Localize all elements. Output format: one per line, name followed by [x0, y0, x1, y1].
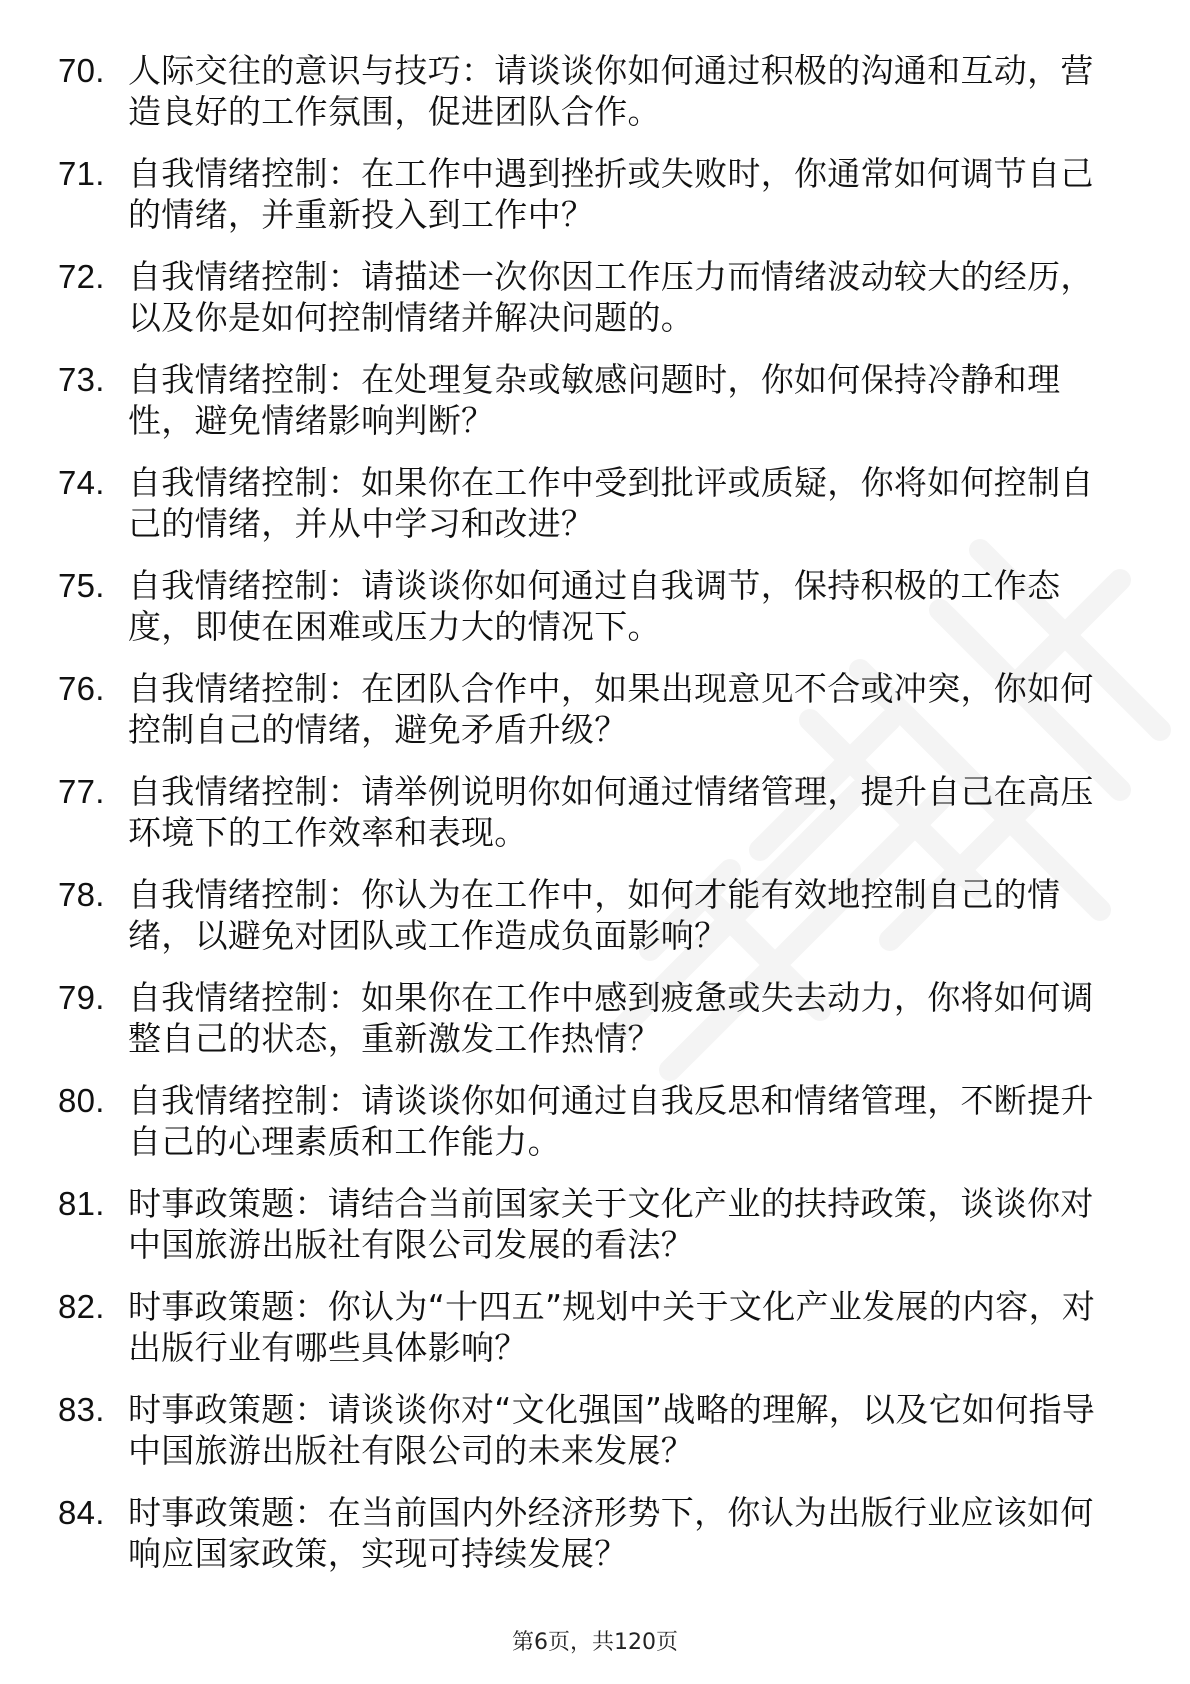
list-item: [58, 153, 1118, 235]
question-number: 82.: [58, 1288, 105, 1325]
question-text: 自我情绪控制：如果你在工作中受到批评或质疑，你将如何控制自己的情绪，并从中学习和改进？: [128, 463, 1094, 543]
list-item: [58, 1389, 1118, 1471]
question-list: [58, 50, 1118, 1595]
list-item: [58, 668, 1118, 750]
question-text: 自我情绪控制：你认为在工作中，如何才能有效地控制自己的情绪，以避免对团队或工作造成负面影响？: [128, 875, 1061, 955]
question-text: 自我情绪控制：在团队合作中，如果出现意见不合或冲突，你如何控制自己的情绪，避免矛盾升级？: [128, 669, 1094, 749]
question-number: 72.: [58, 258, 105, 295]
list-item: [58, 565, 1118, 647]
question-number: 78.: [58, 876, 105, 913]
question-number: 77.: [58, 773, 105, 810]
list-item: [58, 1080, 1118, 1162]
list-item: [58, 1286, 1118, 1368]
question-text: 时事政策题：在当前国内外经济形势下，你认为出版行业应该如何响应国家政策，实现可持续发展？: [128, 1493, 1094, 1573]
question-number: 79.: [58, 979, 105, 1016]
question-text: 自我情绪控制：请描述一次你因工作压力而情绪波动较大的经历，以及你是如何控制情绪并解决问题的。: [128, 257, 1094, 337]
list-item: [58, 256, 1118, 338]
list-item: [58, 874, 1118, 956]
list-item: [58, 359, 1118, 441]
list-item: [58, 771, 1118, 853]
list-item: [58, 1492, 1118, 1574]
question-text: 自我情绪控制：请谈谈你如何通过自我反思和情绪管理，不断提升自己的心理素质和工作能力。: [128, 1081, 1094, 1161]
question-text: 时事政策题：你认为“十四五”规划中关于文化产业发展的内容，对出版行业有哪些具体影响？: [128, 1287, 1096, 1367]
list-item: [58, 977, 1118, 1059]
question-text: 时事政策题：请谈谈你对“文化强国”战略的理解，以及它如何指导中国旅游出版社有限公司的未来发展？: [128, 1390, 1096, 1470]
question-number: 73.: [58, 361, 105, 398]
question-number: 71.: [58, 155, 105, 192]
question-text: 自我情绪控制：如果你在工作中感到疲惫或失去动力，你将如何调整自己的状态，重新激发工作热情？: [128, 978, 1094, 1058]
question-number: 75.: [58, 567, 105, 604]
question-number: 80.: [58, 1082, 105, 1119]
question-number: 74.: [58, 464, 105, 501]
question-number: 76.: [58, 670, 105, 707]
question-text: 时事政策题：请结合当前国家关于文化产业的扶持政策，谈谈你对中国旅游出版社有限公司发展的看法？: [128, 1184, 1094, 1264]
list-item: [58, 1183, 1118, 1265]
list-item: [58, 462, 1118, 544]
question-text: 自我情绪控制：请举例说明你如何通过情绪管理，提升自己在高压环境下的工作效率和表现。: [128, 772, 1094, 852]
question-number: 84.: [58, 1494, 105, 1531]
question-text: 人际交往的意识与技巧：请谈谈你如何通过积极的沟通和互动，营造良好的工作氛围，促进团队合作。: [128, 51, 1094, 131]
question-number: 83.: [58, 1391, 105, 1428]
question-text: 自我情绪控制：在处理复杂或敏感问题时，你如何保持冷静和理性，避免情绪影响判断？: [128, 360, 1061, 440]
page-number-footer: 第6页，共120页: [512, 1630, 678, 1655]
question-number: 81.: [58, 1185, 105, 1222]
question-text: 自我情绪控制：请谈谈你如何通过自我调节，保持积极的工作态度，即使在困难或压力大的情况下。: [128, 566, 1061, 646]
question-number: 70.: [58, 52, 105, 89]
list-item: [58, 50, 1118, 132]
question-text: 自我情绪控制：在工作中遇到挫折或失败时，你通常如何调节自己的情绪，并重新投入到工作中？: [128, 154, 1094, 234]
